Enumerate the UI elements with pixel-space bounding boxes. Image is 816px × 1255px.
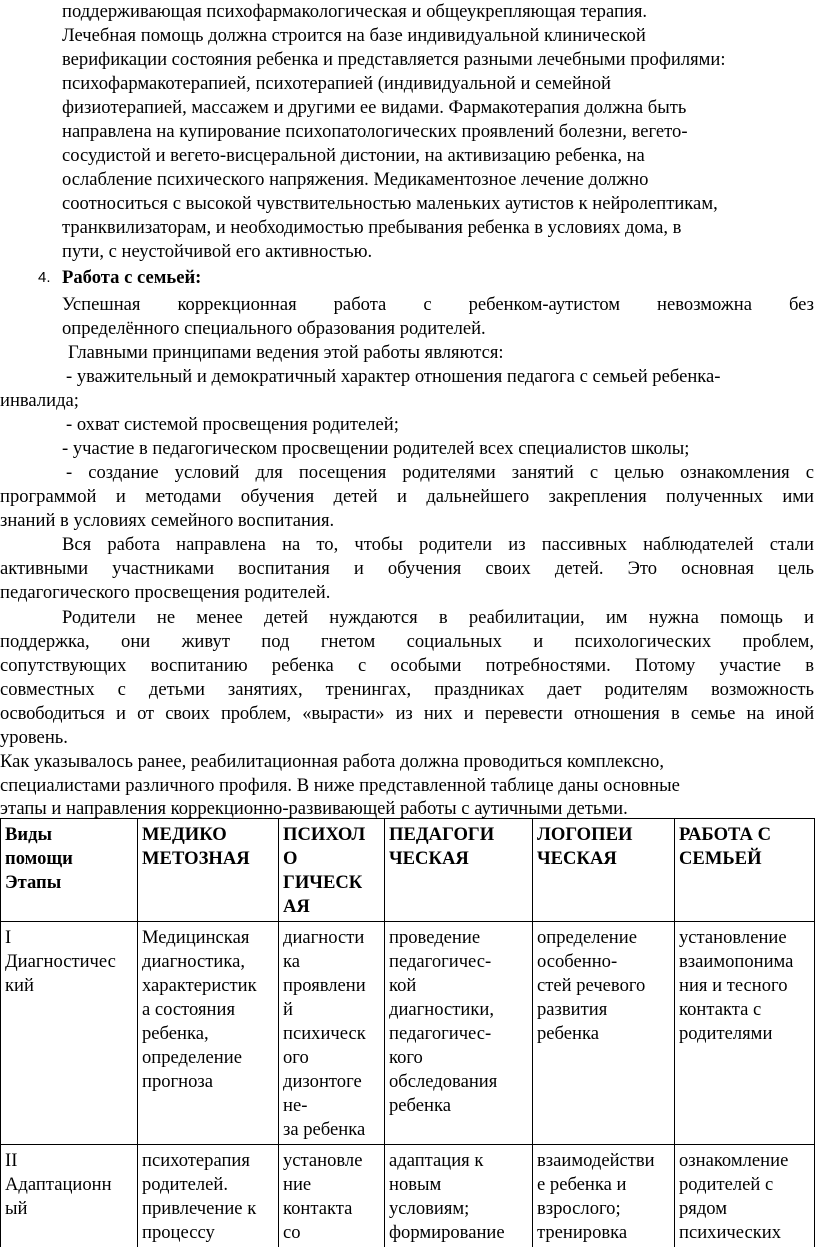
text-line: Лечебная помощь должна строится на базе индивидуальной клинической xyxy=(62,25,646,46)
text-line: освободиться и от своих проблем, «вырасти» из них и перевести отношения в семье на иной xyxy=(0,703,814,724)
table-header-cell: ПЕДАГОГИ ЧЕСКАЯ xyxy=(385,819,533,922)
text-line: поддерживающая психофармакологическая и общеукрепляющая терапия. xyxy=(62,1,648,22)
text-line: поддержка, они живут под гнетом социальных и психологических проблем, xyxy=(0,631,814,652)
text-line: активными участниками воспитания и обучения своих детей. Это основная цель xyxy=(0,558,814,579)
text-line: этапы и направления коррекционно-развивающей работы с аутичными детьми. xyxy=(0,798,628,819)
table-header-cell: ЛОГОПЕИ ЧЕСКАЯ xyxy=(533,819,675,922)
table-row xyxy=(1,922,815,1145)
table-row xyxy=(1,1145,815,1248)
table-header-cell: Виды помощи Этапы xyxy=(1,819,138,922)
section-number: 4. xyxy=(38,269,51,286)
table-cell: психотерапия родителей. привлечение к процессу xyxy=(138,1145,279,1248)
text-line: сопутствующих воспитанию ребенка с особыми потребностями. Потому участие в xyxy=(0,655,814,676)
text-line: транквилизаторам, и необходимостью пребывания ребенка в условиях дома, в xyxy=(62,217,682,238)
table-cell: диагности ка проявлени й психическ ого дизонтоге не- за ребенка xyxy=(279,922,385,1145)
table-header-cell: МЕДИКО МЕТОЗНАЯ xyxy=(138,819,279,922)
list-item: - участие в педагогическом просвещении родителей всех специалистов школы; xyxy=(62,438,690,459)
table-cell: определение особенно- стей речевого развития ребенка xyxy=(533,922,675,1145)
text-line: верификации состояния ребенка и представляется разными лечебными профилями: xyxy=(62,49,726,70)
text-line: психофармакотерапией, психотерапией (индивидуальной и семейной xyxy=(62,73,611,94)
text-line: физиотерапией, массажем и другими ее видами. Фармакотерапия должна быть xyxy=(62,97,687,118)
text-line: пути, с неустойчивой его активностью. xyxy=(62,241,373,262)
table-cell: II Адаптационн ый xyxy=(1,1145,138,1248)
text-line: инвалида; xyxy=(0,390,79,411)
table-header-row xyxy=(1,819,815,922)
table-cell: установле ние контакта со xyxy=(279,1145,385,1248)
stages-table xyxy=(0,818,815,1247)
list-item: - создание условий для посещения родителями занятий с целью ознакомления с xyxy=(66,462,814,483)
list-item: - уважительный и демократичный характер отношения педагога с семьей ребенка- xyxy=(66,366,721,387)
text-line: Успешная коррекционная работа с ребенком-аутистом невозможна без xyxy=(62,294,814,315)
text-line: совместных с детьми занятиях, тренингах, праздниках дает родителям возможность xyxy=(0,679,814,700)
text-line: Вся работа направлена на то, чтобы родители из пассивных наблюдателей стали xyxy=(62,534,814,555)
list-item: - охват системой просвещения родителей; xyxy=(66,414,399,435)
text-line: Главными принципами ведения этой работы являются: xyxy=(68,342,504,363)
text-line: направлена на купирование психопатологических проявлений болезни, вегето- xyxy=(62,121,688,142)
section-title: Работа с семьей: xyxy=(62,267,202,288)
text-line: сосудистой и вегето-висцеральной дистонии, на активизацию ребенка, на xyxy=(62,145,645,166)
table-cell: I Диагностичес кий xyxy=(1,922,138,1145)
text-line: знаний в условиях семейного воспитания. xyxy=(0,510,335,531)
table-cell: Медицинская диагностика, характеристик а состояния ребенка, определение прогноза xyxy=(138,922,279,1145)
text-line: педагогического просвещения родителей. xyxy=(0,582,331,603)
text-line: определённого специального образования родителей. xyxy=(62,318,486,339)
text-line: уровень. xyxy=(0,727,68,748)
text-line: Родители не менее детей нуждаются в реабилитации, им нужна помощь и xyxy=(62,607,814,628)
table-cell: адаптация к новым условиям; формирование xyxy=(385,1145,533,1248)
text-line: специалистами различного профиля. В ниже представленной таблице даны основные xyxy=(0,775,680,796)
table-cell: ознакомление родителей с рядом психических xyxy=(675,1145,815,1248)
table-cell: установление взаимопонима ния и тесного контакта с родителями xyxy=(675,922,815,1145)
text-line: ослабление психического напряжения. Медикаментозное лечение должно xyxy=(62,169,649,190)
text-line: Как указывалось ранее, реабилитационная работа должна проводиться комплексно, xyxy=(0,751,664,772)
table-cell: взаимодействи е ребенка и взрослого; тренировка xyxy=(533,1145,675,1248)
text-line: программой и методами обучения детей и дальнейшего закрепления полученных ими xyxy=(0,486,814,507)
text-line: соотноситься с высокой чувствительностью маленьких аутистов к нейролептикам, xyxy=(62,193,718,214)
table-header-cell: РАБОТА С СЕМЬЕЙ xyxy=(675,819,815,922)
table-cell: проведение педагогичес- кой диагностики, педагогичес- кого обследования ребенка xyxy=(385,922,533,1145)
table-header-cell: ПСИХОЛ О ГИЧЕСК АЯ xyxy=(279,819,385,922)
